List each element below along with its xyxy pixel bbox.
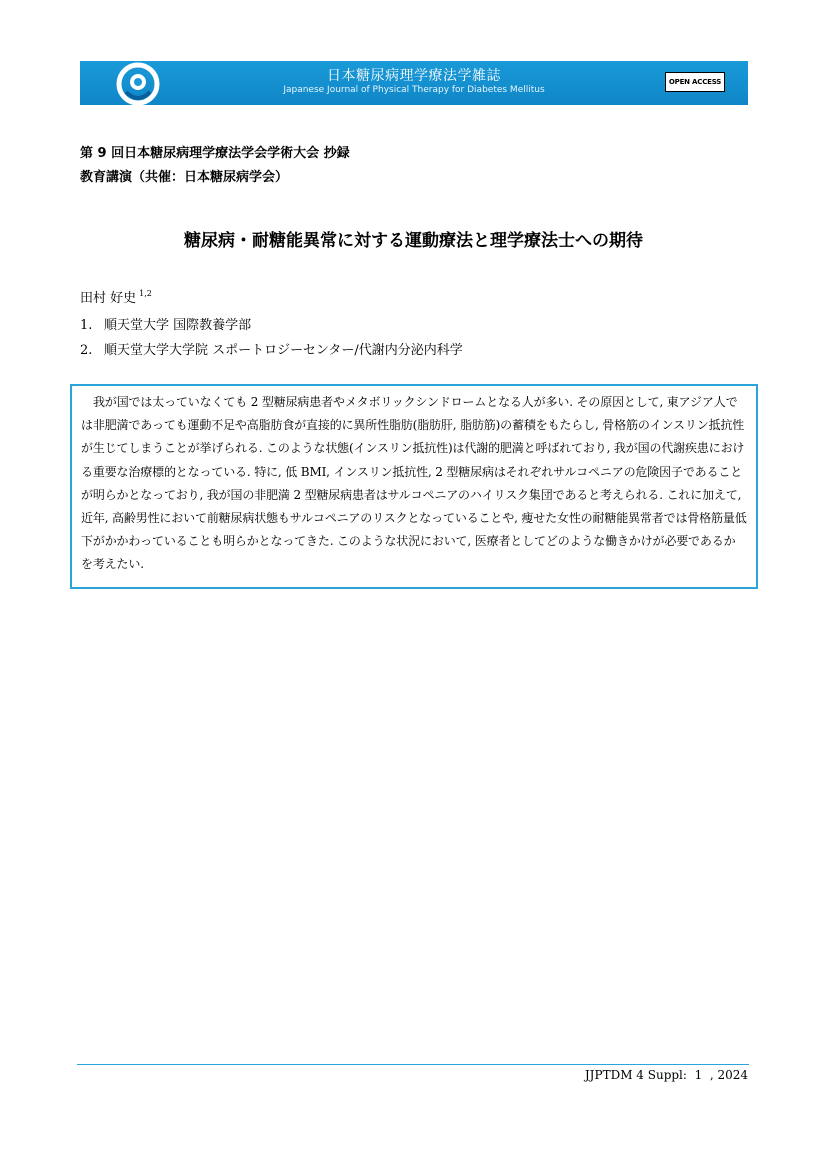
journal-title-ja: 日本糖尿病理学療法学雑誌 <box>327 68 501 84</box>
affiliation-2 <box>80 339 463 358</box>
abstract-text: 我が国では太っていなくても 2 型糖尿病患者やメタボリックシンドロームとなる人が多い. その原因として, 東アジア人では非肥満であっても運動不足や高脂肪食が直接的に異所性脂肪(脂肪肝, 脂肪筋)の蓄積をもたらし, 骨格筋のインスリン抵抗性が生じてしまうことが挙げられる. このような状態(インスリン抵抗性)は代謝的肥満と呼ばれており, 我が国の代謝疾患における重要な治療標的となっている. 特に, 低 BMI, インスリン抵抗性, 2 型糖尿病はそれぞれサルコペニアの危険因子であることが明らかとなっており, 我が国の非肥満 2 型糖尿病患者はサルコペニアのハイリスク集団であると考えられる. これに加えて, 近年, 高齢男性において前糖尿病状態もサルコペニアのリスクとなっていることや, 痩せた女性の耐糖能異常者では骨格筋量低下がかかわっていることも明らかとなってきた. このような状況において, 医療者としてどのような働きかけが必要であるかを考えたい. <box>81 395 747 572</box>
author-name: 田村 好史 <box>80 291 137 306</box>
affiliation-number: 2. <box>80 343 93 358</box>
author-affiliation-marks: 1,2 <box>139 289 152 298</box>
affiliation-text: 順天堂大学大学院 スポートロジーセンター/代謝内分泌内科学 <box>104 343 463 358</box>
journal-title-en: Japanese Journal of Physical Therapy for Diabetes Mellitus <box>283 85 545 95</box>
footer-divider <box>77 1064 749 1065</box>
congress-label: 第 9 回日本糖尿病理学療法学会学術大会 抄録 <box>80 146 350 161</box>
journal-banner <box>80 61 748 105</box>
affiliation-number: 1. <box>80 318 93 333</box>
open-access-badge: OPEN ACCESS <box>665 72 725 92</box>
footer-citation: JJPTDM 4 Suppl: 1 , 2024 <box>584 1068 748 1082</box>
article-title: 糖尿病・耐糖能異常に対する運動療法と理学療法士への期待 <box>184 231 643 251</box>
abstract-box <box>70 384 758 589</box>
author-line <box>80 287 152 306</box>
affiliation-text: 順天堂大学 国際教養学部 <box>104 318 252 333</box>
session-label: 教育講演（共催：日本糖尿病学会） <box>80 170 289 185</box>
affiliation-1 <box>80 314 251 333</box>
